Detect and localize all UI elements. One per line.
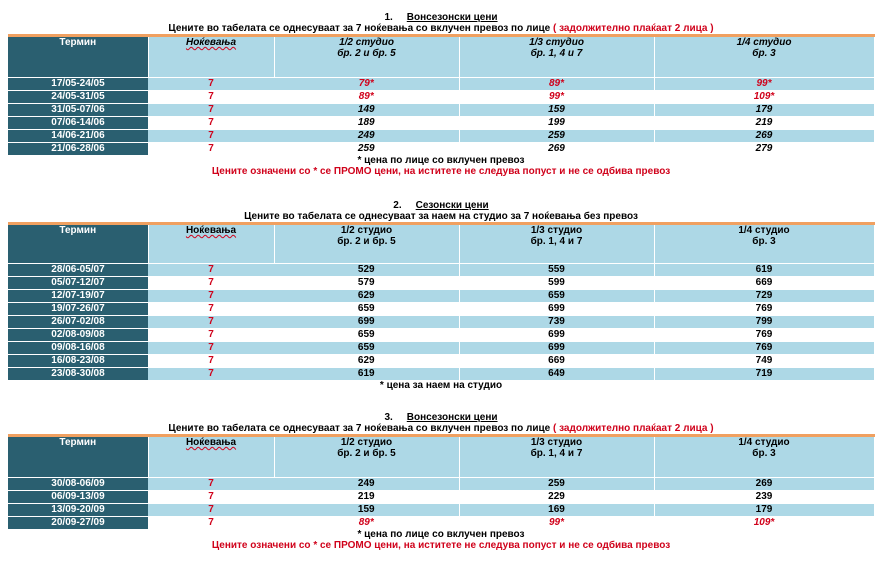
price-studio-1-4: 179	[654, 504, 874, 517]
table-row	[8, 130, 874, 143]
price-studio-1-2: 529	[274, 264, 459, 277]
price-studio-1-2: 189	[274, 117, 459, 130]
table-row	[8, 368, 874, 381]
price-studio-1-2: 249	[274, 478, 459, 491]
footnote: * цена по лице со вклучен превоз	[357, 529, 525, 540]
nights-cell: 7	[148, 342, 274, 355]
price-studio-1-3: 229	[459, 491, 654, 504]
footnote: * цена за наем на студио	[379, 380, 503, 391]
price-studio-1-2: 249	[274, 130, 459, 143]
price-studio-1-3: 259	[459, 478, 654, 491]
nights-cell: 7	[148, 504, 274, 517]
table-row	[8, 91, 874, 104]
nights-cell: 7	[148, 491, 274, 504]
table-row	[8, 316, 874, 329]
nights-cell: 7	[148, 130, 274, 143]
nights-cell: 7	[148, 264, 274, 277]
table-row	[8, 504, 874, 517]
nights-cell: 7	[148, 290, 274, 303]
nights-cell: 7	[148, 78, 274, 91]
price-studio-1-3: 739	[459, 316, 654, 329]
price-studio-1-4: 219	[654, 117, 874, 130]
term-cell: 28/06-05/07	[8, 264, 148, 277]
price-studio-1-4: 619	[654, 264, 874, 277]
price-studio-1-2: 89*	[274, 91, 459, 104]
term-cell: 24/05-31/05	[8, 91, 148, 104]
header-studio-1-2: 1/2 студио бр. 2 и бр. 5	[274, 224, 459, 264]
section-title: 1. Вонсезонски цени	[384, 12, 498, 23]
table-row	[8, 117, 874, 130]
term-cell: 14/06-21/06	[8, 130, 148, 143]
term-cell: 30/08-06/09	[8, 478, 148, 491]
price-studio-1-4: 769	[654, 329, 874, 342]
price-studio-1-2: 579	[274, 277, 459, 290]
table-row	[8, 78, 874, 91]
footnote: * цена по лице со вклучен превоз	[357, 155, 525, 166]
price-studio-1-2: 89*	[274, 517, 459, 530]
table-row	[8, 355, 874, 368]
term-cell: 05/07-12/07	[8, 277, 148, 290]
term-cell: 31/05-07/06	[8, 104, 148, 117]
term-cell: 07/06-14/06	[8, 117, 148, 130]
table-row	[8, 517, 874, 530]
table-row	[8, 143, 874, 156]
term-cell: 23/08-30/08	[8, 368, 148, 381]
term-cell: 20/09-27/09	[8, 517, 148, 530]
price-studio-1-4: 769	[654, 342, 874, 355]
price-studio-1-3: 159	[459, 104, 654, 117]
section-title: 2. Сезонски цени	[393, 200, 489, 211]
price-studio-1-3: 199	[459, 117, 654, 130]
term-cell: 09/08-16/08	[8, 342, 148, 355]
price-studio-1-3: 259	[459, 130, 654, 143]
term-cell: 02/08-09/08	[8, 329, 148, 342]
term-cell: 13/09-20/09	[8, 504, 148, 517]
header-term: Термин	[8, 436, 148, 478]
price-studio-1-2: 659	[274, 342, 459, 355]
price-studio-1-2: 149	[274, 104, 459, 117]
price-table	[8, 434, 875, 529]
price-studio-1-3: 649	[459, 368, 654, 381]
price-studio-1-3: 659	[459, 290, 654, 303]
header-nights: Ноќевања	[148, 224, 274, 264]
header-nights: Ноќевања	[148, 436, 274, 478]
nights-cell: 7	[148, 316, 274, 329]
price-studio-1-4: 179	[654, 104, 874, 117]
price-studio-1-2: 659	[274, 329, 459, 342]
price-studio-1-4: 279	[654, 143, 874, 156]
price-studio-1-4: 109*	[654, 91, 874, 104]
price-table	[8, 34, 875, 155]
price-studio-1-3: 699	[459, 342, 654, 355]
nights-cell: 7	[148, 143, 274, 156]
price-studio-1-4: 749	[654, 355, 874, 368]
nights-cell: 7	[148, 355, 274, 368]
nights-cell: 7	[148, 478, 274, 491]
section-off-season-autumn	[8, 412, 874, 551]
price-studio-1-3: 269	[459, 143, 654, 156]
nights-cell: 7	[148, 117, 274, 130]
price-studio-1-2: 79*	[274, 78, 459, 91]
price-studio-1-2: 219	[274, 491, 459, 504]
table-row	[8, 303, 874, 316]
nights-cell: 7	[148, 329, 274, 342]
price-studio-1-4: 719	[654, 368, 874, 381]
header-studio-1-4: 1/4 студио бр. 3	[654, 436, 874, 478]
price-studio-1-2: 619	[274, 368, 459, 381]
section-off-season-spring	[8, 12, 874, 177]
price-table	[8, 222, 875, 380]
header-studio-1-4: 1/4 студио бр. 3	[654, 36, 874, 78]
price-studio-1-4: 99*	[654, 78, 874, 91]
price-studio-1-4: 729	[654, 290, 874, 303]
price-studio-1-4: 269	[654, 478, 874, 491]
price-studio-1-3: 99*	[459, 517, 654, 530]
price-studio-1-3: 699	[459, 329, 654, 342]
price-studio-1-3: 669	[459, 355, 654, 368]
table-row	[8, 342, 874, 355]
table-row	[8, 290, 874, 303]
price-studio-1-3: 99*	[459, 91, 654, 104]
price-studio-1-2: 159	[274, 504, 459, 517]
promo-note: Цените означени со * се ПРОМО цени, на иститете не следува попуст и не се одбива превоз	[211, 166, 671, 177]
table-header-row	[8, 436, 874, 478]
header-term: Термин	[8, 36, 148, 78]
header-studio-1-3: 1/3 студио бр. 1, 4 и 7	[459, 224, 654, 264]
table-row	[8, 104, 874, 117]
price-studio-1-2: 699	[274, 316, 459, 329]
nights-cell: 7	[148, 277, 274, 290]
nights-cell: 7	[148, 104, 274, 117]
header-studio-1-2: 1/2 студио бр. 2 и бр. 5	[274, 36, 459, 78]
price-studio-1-2: 259	[274, 143, 459, 156]
header-studio-1-4: 1/4 студио бр. 3	[654, 224, 874, 264]
term-cell: 21/06-28/06	[8, 143, 148, 156]
price-studio-1-3: 169	[459, 504, 654, 517]
price-studio-1-2: 659	[274, 303, 459, 316]
table-header-row	[8, 224, 874, 264]
term-cell: 16/08-23/08	[8, 355, 148, 368]
price-studio-1-3: 599	[459, 277, 654, 290]
table-row	[8, 491, 874, 504]
price-studio-1-4: 109*	[654, 517, 874, 530]
table-header-row	[8, 36, 874, 78]
price-studio-1-4: 769	[654, 303, 874, 316]
price-studio-1-3: 559	[459, 264, 654, 277]
table-row	[8, 329, 874, 342]
term-cell: 19/07-26/07	[8, 303, 148, 316]
table-row	[8, 277, 874, 290]
table-row	[8, 478, 874, 491]
price-studio-1-4: 269	[654, 130, 874, 143]
header-studio-1-3: 1/3 студио бр. 1, 4 и 7	[459, 436, 654, 478]
price-studio-1-4: 669	[654, 277, 874, 290]
section-title: 3. Вонсезонски цени	[384, 412, 498, 423]
term-cell: 06/09-13/09	[8, 491, 148, 504]
price-studio-1-2: 629	[274, 355, 459, 368]
term-cell: 17/05-24/05	[8, 78, 148, 91]
nights-cell: 7	[148, 91, 274, 104]
table-row	[8, 264, 874, 277]
price-studio-1-4: 239	[654, 491, 874, 504]
term-cell: 26/07-02/08	[8, 316, 148, 329]
price-studio-1-3: 699	[459, 303, 654, 316]
price-studio-1-4: 799	[654, 316, 874, 329]
header-nights: Ноќевања	[148, 36, 274, 78]
header-term: Термин	[8, 224, 148, 264]
price-studio-1-2: 629	[274, 290, 459, 303]
section-season	[8, 200, 874, 391]
section-subtitle: Цените во табелата се однесуваат за 7 ноќевања со вклучен превоз по лице ( задолжително плаќаат 2 лица )	[168, 423, 714, 434]
promo-note: Цените означени со * се ПРОМО цени, на иститете не следува попуст и не се одбива превоз	[211, 540, 671, 551]
section-subtitle: Цените во табелата се однесуваат за 7 ноќевања со вклучен превоз по лице ( задолжително плаќаат 2 лица )	[168, 23, 714, 34]
nights-cell: 7	[148, 517, 274, 530]
nights-cell: 7	[148, 368, 274, 381]
nights-cell: 7	[148, 303, 274, 316]
section-subtitle: Цените во табелата се однесуваат за наем на студио за 7 ноќевања без превоз	[244, 211, 638, 222]
term-cell: 12/07-19/07	[8, 290, 148, 303]
header-studio-1-2: 1/2 студио бр. 2 и бр. 5	[274, 436, 459, 478]
price-studio-1-3: 89*	[459, 78, 654, 91]
header-studio-1-3: 1/3 студио бр. 1, 4 и 7	[459, 36, 654, 78]
